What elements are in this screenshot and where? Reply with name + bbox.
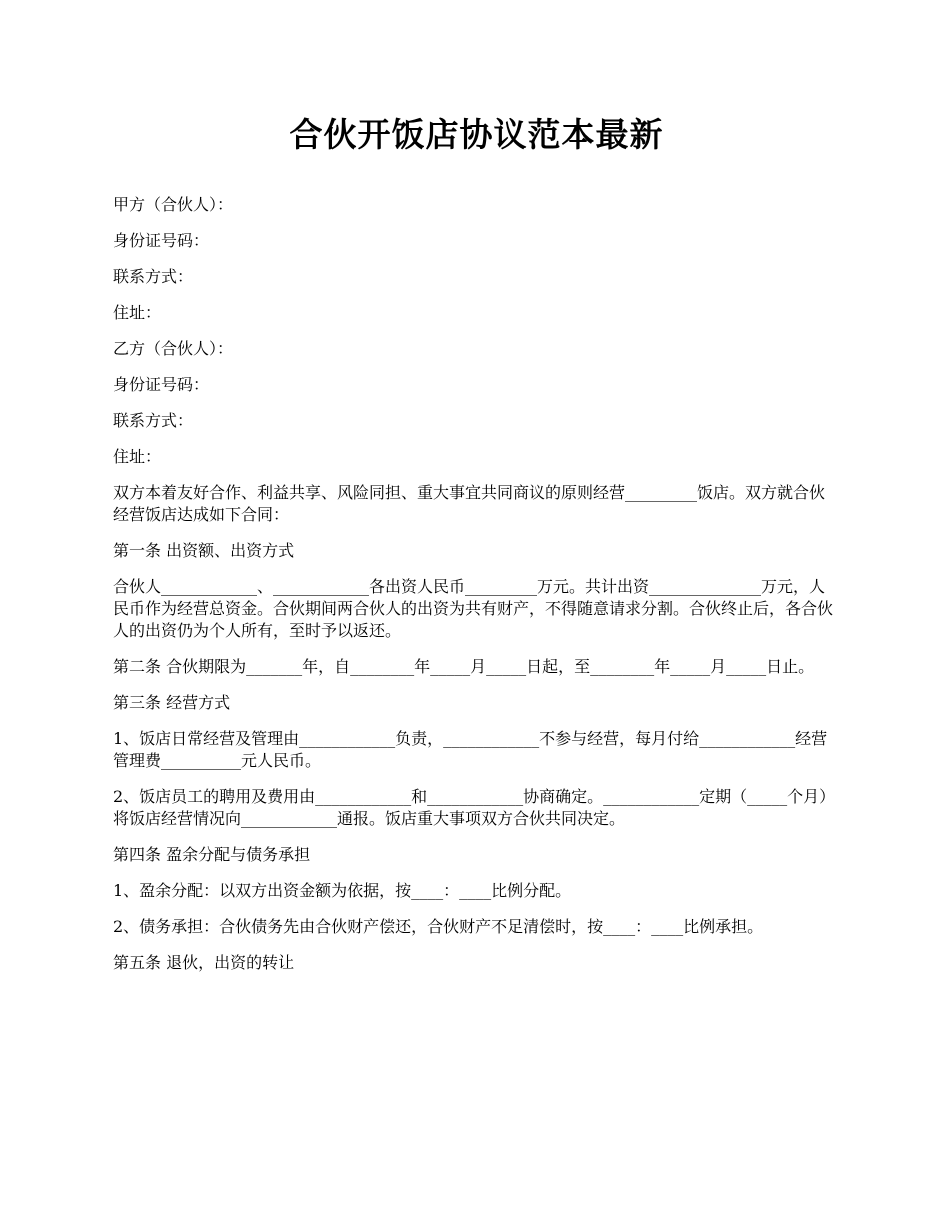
- article-5-heading: 第五条 退伙，出资的转让: [113, 953, 295, 972]
- article-1-body: 合伙人____________、____________各出资人民币_________万元。共计出资______________万元，人民币作为经营总资金。合伙期间两合伙人的出资为共有财产，不得随意请求分割。合伙终止后，各合伙人的出资仍为个人所有，至时予以返还。: [113, 577, 834, 640]
- preamble-paragraph: 双方本着友好合作、利益共享、风险同担、重大事宜共同商议的原则经营_________饭店。双方就合伙经营饭店达成如下合同：: [113, 483, 826, 524]
- party-b-address: 住址：: [113, 447, 162, 466]
- party-b-contact: 联系方式：: [113, 411, 194, 430]
- article-4-item-2: 2、债务承担：合伙债务先由合伙财产偿还，合伙财产不足清偿时，按____：____比例承担。: [113, 917, 764, 936]
- party-a-id-number: 身份证号码：: [113, 231, 210, 250]
- article-2-body: 第二条 合伙期限为_______年，自________年_____月_____日起，至________年_____月_____日止。: [113, 657, 815, 676]
- party-b-label: 乙方（合伙人）：: [113, 339, 234, 358]
- document-title: 合伙开饭店协议范本最新: [289, 115, 664, 154]
- article-4-heading: 第四条 盈余分配与债务承担: [113, 845, 311, 864]
- party-a-contact: 联系方式：: [113, 267, 194, 286]
- party-b-id-number: 身份证号码：: [113, 375, 210, 394]
- article-1-heading: 第一条 出资额、出资方式: [113, 541, 295, 560]
- article-3-item-2: 2、饭店员工的聘用及费用由____________和____________协商确定。____________定期（_____个月）将饭店经营情况向____________通报。饭店重大事项双方合伙共同决定。: [113, 787, 836, 828]
- article-3-item-1: 1、饭店日常经营及管理由____________负责，____________不参与经营，每月付给____________经营管理费__________元人民币。: [113, 729, 828, 770]
- party-a-address: 住址：: [113, 303, 162, 322]
- article-4-item-1: 1、盈余分配：以双方出资金额为依据，按____：____比例分配。: [113, 881, 572, 900]
- article-3-heading: 第三条 经营方式: [113, 693, 231, 712]
- party-a-label: 甲方（合伙人）：: [113, 195, 234, 214]
